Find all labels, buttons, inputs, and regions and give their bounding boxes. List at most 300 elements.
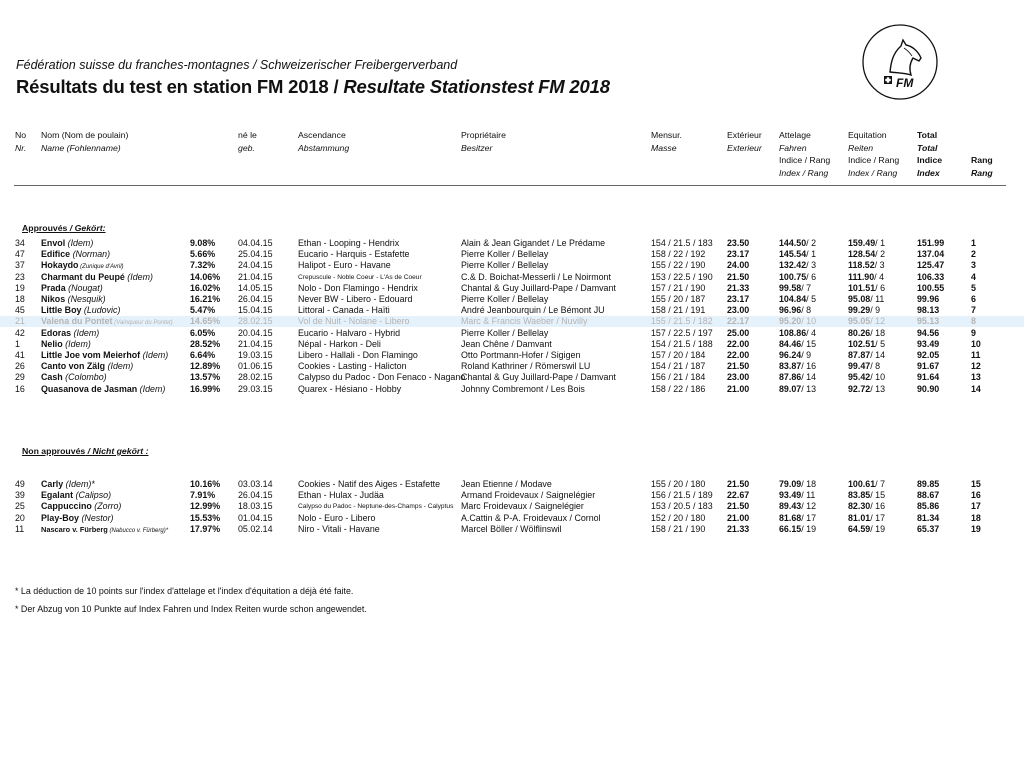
owner: Otto Portmann-Hofer / Sigigen [461,350,581,360]
attelage-rank: / 11 [801,490,816,501]
horse-name [41,294,106,305]
rank: 13 [971,372,981,383]
measurements: 157 / 22.5 / 197 [651,327,713,338]
birth-date: 26.04.15 [238,490,273,501]
foal-name: (Colombo) [62,372,107,383]
attelage-index [779,283,811,294]
total-index: 90.90 [917,383,940,394]
horse-number: 19 [15,282,25,293]
horse-name-text: Egalant [41,490,74,501]
equitation-value: 95.42 [848,372,871,383]
horse-logo-icon [860,22,940,102]
table-row [0,283,1024,294]
attelage-rank: / 10 [801,316,817,327]
foal-name: (Idem) [140,350,169,360]
rank: 2 [971,249,976,260]
table-row [0,238,1024,249]
table-row [0,372,1024,383]
equitation-index [848,361,880,372]
equitation-value: 80.26 [848,327,871,338]
owner: Marcel Böller / Wölflinswil [461,523,562,534]
measurements: 155 / 21.5 / 182 [651,316,713,327]
equitation-index [848,339,885,350]
rank: 15 [971,479,981,489]
total-index: 99.96 [917,294,940,304]
attelage-index [779,513,816,524]
ascendance: Eucario - Halvaro - Hybrid [298,327,401,338]
ascendance: Ethan - Looping - Hendrix [298,238,400,248]
measurements: 156 / 21 / 184 [651,372,706,383]
horse-name [41,249,110,260]
attelage-rank: / 12 [801,501,817,512]
equitation-index [848,305,880,316]
foal-name: (Ludovic) [81,305,121,316]
percentage: 7.91% [190,490,216,501]
attelage-rank: / 1 [806,249,817,260]
horse-number: 34 [15,238,25,248]
ascendance: Crepuscule - Noble Coeur - L'As de Coeur [298,273,422,281]
attelage-rank: / 6 [806,271,817,282]
measurements: 153 / 20.5 / 183 [651,501,713,512]
equitation-value: 81.01 [848,512,871,523]
birth-date: 26.04.15 [238,294,273,304]
exterior-score: 23.17 [727,249,750,260]
rank: 16 [971,490,981,501]
table-row [0,305,1024,316]
attelage-index [779,339,816,350]
horse-name-text: Prada [41,282,66,293]
foal-name: (Idem) [62,338,91,349]
attelage-rank: / 4 [806,327,817,338]
attelage-value: 89.43 [779,501,802,512]
percentage: 5.47% [190,305,216,316]
rank: 3 [971,260,976,271]
attelage-value: 89.07 [779,383,802,394]
table-row [0,339,1024,350]
exterior-score: 23.00 [727,372,750,383]
attelage-value: 108.86 [779,327,807,338]
total-index: 93.49 [917,338,940,349]
horse-name [41,328,99,339]
equitation-rank: / 6 [875,282,886,293]
exterior-score: 22.00 [727,350,750,360]
attelage-rank: / 17 [801,512,817,523]
percentage: 9.08% [190,238,216,248]
equitation-value: 118.52 [848,260,875,271]
percentage: 16.99% [190,383,221,394]
col-header-ascendance: Ascendance Abstammung [298,130,350,153]
attelage-rank: / 9 [801,350,812,360]
title-de: Resultate Stationstest FM 2018 [343,76,610,97]
birth-date: 21.04.15 [238,338,273,349]
owner: Marc Froidevaux / Saignelégier [461,501,584,512]
measurements: 157 / 21 / 190 [651,282,706,293]
measurements: 158 / 22 / 186 [651,383,706,394]
col-header-rang: Rang Rang [971,155,993,178]
measurements: 157 / 20 / 184 [651,350,706,360]
exterior-score: 21.00 [727,383,750,394]
attelage-rank: / 2 [806,238,817,248]
foal-name: (Idem) [124,271,153,282]
birth-date: 03.03.14 [238,479,273,489]
horse-number: 26 [15,361,25,372]
measurements: 158 / 22 / 192 [651,249,706,260]
ascendance: Quarex - Hésiano - Hobby [298,383,402,394]
birth-date: 18.03.15 [238,501,273,512]
ascendance: Calypso du Padoc - Don Fenaco - Nagano [298,372,466,383]
equitation-value: 111.90 [848,271,875,282]
attelage-value: 66.15 [779,523,802,534]
equitation-value: 82.30 [848,501,871,512]
total-index: 91.67 [917,361,940,372]
birth-date: 28.02.15 [238,372,273,383]
table-row [0,260,1024,271]
equitation-value: 128.54 [848,249,876,260]
owner: Marc & Francis Waeber / Nuvilly [461,316,588,327]
table-row [0,524,1024,535]
attelage-rank: / 8 [801,305,812,316]
horse-number: 42 [15,327,25,338]
foal-name: (Idem) [105,361,134,372]
horse-number: 18 [15,294,25,304]
table-row [0,294,1024,305]
rank: 4 [971,271,976,282]
equitation-index [848,479,885,490]
foal-name: (Nabucco v. Fürberg)* [107,527,169,534]
equitation-value: 100.61 [848,479,876,489]
total-index: 89.85 [917,479,940,489]
table-row [0,361,1024,372]
foal-name: (Idem) [65,238,94,248]
measurements: 154 / 21.5 / 183 [651,238,713,248]
ascendance: Cookies - Natif des Aiges - Estafette [298,479,441,489]
col-header-attelage: Attelage Fahren Indice / Rang Index / Rang [779,130,831,178]
birth-date: 19.03.15 [238,350,273,360]
horse-name-text: Hokaydo [41,260,79,271]
footnote-de: * Der Abzug von 10 Punkte auf Index Fahren und Index Reiten wurde schon angewendet. [15,604,367,614]
foal-name: (Idem) [71,327,100,338]
attelage-rank: / 15 [801,338,817,349]
measurements: 154 / 21.5 / 188 [651,338,713,349]
horse-name-text: Valena du Pontet [41,316,113,327]
col-header-exterieur: Extérieur Exterieur [727,130,762,153]
horse-number: 21 [15,316,25,327]
horse-name [41,339,91,350]
exterior-score: 24.00 [727,260,750,271]
table-row [0,249,1024,260]
attelage-index [779,350,811,361]
rank: 11 [971,350,981,360]
equitation-index [848,294,884,305]
equitation-index [848,524,885,535]
title-fr: Résultats du test en station FM 2018 / [16,76,344,97]
owner: Chantal & Guy Juillard-Pape / Damvant [461,372,616,383]
col-header-born: né le geb. [238,130,257,153]
attelage-index [779,294,816,305]
horse-name-text: Envol [41,238,66,248]
percentage: 16.21% [190,294,221,304]
measurements: 155 / 22 / 190 [651,260,706,271]
owner: Johnny Combremont / Les Bois [461,383,585,394]
birth-date: 21.04.15 [238,271,273,282]
horse-name-text: Carly [41,479,64,489]
equitation-value: 87.87 [848,350,871,360]
equitation-index [848,249,885,260]
percentage: 16.02% [190,282,221,293]
equitation-rank: / 18 [870,327,886,338]
exterior-score: 23.50 [727,238,750,248]
birth-date: 15.04.15 [238,305,273,316]
equitation-rank: / 2 [875,249,886,260]
attelage-rank: / 7 [801,282,812,293]
attelage-value: 96.24 [779,350,802,360]
total-index: 106.33 [917,271,945,282]
attelage-value: 104.84 [779,294,807,304]
col-header-mensur: Mensur. Masse [651,130,682,153]
birth-date: 14.05.15 [238,282,273,293]
attelage-rank: / 14 [801,372,817,383]
birth-date: 29.03.15 [238,383,273,394]
attelage-index [779,305,811,316]
col-header-owner: Propriétaire Besitzer [461,130,506,153]
equitation-rank: / 4 [874,271,885,282]
attelage-rank: / 3 [806,260,817,271]
rank: 1 [971,238,976,248]
exterior-score: 23.00 [727,305,750,316]
equitation-index [848,283,885,294]
equitation-index [848,260,885,271]
attelage-value: 79.09 [779,479,802,489]
exterior-score: 21.50 [727,479,750,489]
measurements: 158 / 21 / 191 [651,305,706,316]
ascendance: Littoral - Canada - Haïti [298,305,390,316]
foal-name: (Calipso) [73,490,112,501]
exterior-score: 21.33 [727,523,750,534]
exterior-score: 22.17 [727,316,750,327]
equitation-index [848,350,885,361]
percentage: 12.89% [190,361,221,372]
attelage-index [779,372,816,383]
birth-date: 05.02.14 [238,523,273,534]
equitation-value: 83.85 [848,490,871,501]
col-header-no: No Nr. [15,130,27,153]
horse-name [41,305,120,316]
attelage-index [779,361,816,372]
equitation-value: 102.51 [848,338,876,349]
exterior-score: 21.50 [727,501,750,512]
equitation-value: 159.49 [848,238,876,248]
owner: Pierre Koller / Bellelay [461,260,549,271]
owner: André Jeanbourquin / Le Bémont JU [461,305,605,316]
percentage: 28.52% [190,338,221,349]
rank: 9 [971,327,976,338]
horse-name [41,490,111,501]
total-index: 88.67 [917,490,940,501]
attelage-index [779,249,816,260]
foal-name: (Zunique d'Avril) [78,264,124,271]
ascendance: Libero - Hallali - Don Flamingo [298,350,418,360]
attelage-value: 84.46 [779,338,802,349]
horse-name [41,372,107,383]
foal-name: (Nougat) [65,282,103,293]
attelage-rank: / 16 [801,361,817,372]
exterior-score: 21.00 [727,512,750,523]
percentage: 5.66% [190,249,216,260]
attelage-index [779,316,816,327]
equitation-rank: / 10 [870,372,886,383]
footnote-fr: * La déduction de 10 points sur l'index d'attelage et l'index d'équitation a déjà été faite. [15,586,354,596]
percentage: 17.97% [190,523,221,534]
birth-date: 24.04.15 [238,260,273,271]
equitation-index [848,384,885,395]
attelage-index [779,238,816,249]
attelage-rank: / 13 [801,383,817,394]
horse-number: 41 [15,350,25,360]
header-divider [14,185,1006,186]
horse-name [41,283,103,294]
horse-name [41,384,165,395]
exterior-score: 21.33 [727,282,750,293]
horse-name-text: Edoras [41,327,72,338]
horse-name [41,272,153,283]
federation-name: Fédération suisse du franches-montagnes / Schweizerischer Freibergerverband [16,58,458,72]
horse-number: 1 [15,338,20,349]
horse-number: 39 [15,490,25,501]
measurements: 158 / 21 / 190 [651,523,706,534]
section-approved-title: Approuvés / Gekört: [22,223,106,233]
ascendance: Cookies - Lasting - Halicton [298,361,407,372]
horse-name [41,238,93,249]
logo-text: FM [896,76,914,90]
ascendance: Calypso du Padoc - Neptune-des-Champs - Calyptus [298,503,454,511]
equitation-rank: / 9 [870,305,881,316]
foal-name: (Zorro) [91,501,122,512]
owner: Armand Froidevaux / Saignelégier [461,490,596,501]
equitation-rank: / 11 [870,294,885,304]
rank: 7 [971,305,976,316]
birth-date: 01.06.15 [238,361,273,372]
table-row [0,272,1024,283]
owner: Pierre Koller / Bellelay [461,249,549,260]
horse-name-text: Edifice [41,249,71,260]
birth-date: 25.04.15 [238,249,273,260]
equitation-rank: / 1 [875,238,886,248]
horse-number: 23 [15,271,25,282]
attelage-index [779,272,816,283]
horse-name [41,361,133,372]
exterior-score: 25.00 [727,327,750,338]
horse-number: 47 [15,249,25,260]
equitation-value: 99.29 [848,305,871,316]
foal-name: (Idem) [137,383,166,394]
percentage: 14.65% [190,316,221,327]
ascendance: Nolo - Don Flamingo - Hendrix [298,282,418,293]
total-index: 81.34 [917,512,940,523]
ascendance: Eucario - Harquis - Estafette [298,249,410,260]
percentage: 6.64% [190,350,216,360]
col-header-equitation: Equitation Reiten Indice / Rang Index / Rang [848,130,900,178]
exterior-score: 23.17 [727,294,750,304]
total-index: 85.86 [917,501,940,512]
rank: 17 [971,501,981,512]
exterior-score: 21.50 [727,361,750,372]
total-index: 151.99 [917,238,945,248]
horse-name-text: Charmant du Peupé [41,271,125,282]
attelage-value: 96.96 [779,305,802,316]
horse-name-text: Little Joe vom Meierhof [41,350,141,360]
horse-number: 20 [15,512,25,523]
horse-number: 29 [15,372,25,383]
measurements: 155 / 20 / 187 [651,294,706,304]
equitation-index [848,328,885,339]
percentage: 14.06% [190,271,221,282]
percentage: 10.16% [190,479,221,489]
horse-name [41,479,95,490]
horse-name-text: Canto von Zälg [41,361,106,372]
owner: Alain & Jean Gigandet / Le Prédame [461,238,606,248]
col-header-total: Total Total Indice Index [917,130,943,178]
attelage-value: 95.20 [779,316,802,327]
measurements: 152 / 20 / 180 [651,512,706,523]
attelage-index [779,490,815,501]
equitation-index [848,501,885,512]
table-row [0,316,1024,327]
equitation-value: 64.59 [848,523,871,534]
measurements: 156 / 21.5 / 189 [651,490,713,501]
ascendance: Never BW - Libero - Edouard [298,294,413,304]
horse-name [41,524,168,537]
attelage-value: 99.58 [779,282,802,293]
horse-name-text: Quasanova de Jasman [41,383,138,394]
rank: 12 [971,361,981,372]
foal-name: (Nesquik) [65,294,106,304]
horse-name-text: Cash [41,372,63,383]
equitation-rank: / 7 [875,479,886,489]
owner: Chantal & Guy Juillard-Pape / Damvant [461,282,616,293]
table-row [0,513,1024,524]
birth-date: 20.04.15 [238,327,273,338]
percentage: 6.05% [190,327,216,338]
table-row [0,501,1024,512]
birth-date: 01.04.15 [238,512,273,523]
section-rejected-title: Non approuvés / Nicht gekört : [22,446,149,456]
equitation-value: 95.08 [848,294,871,304]
total-index: 91.64 [917,372,940,383]
table-row [0,384,1024,395]
attelage-value: 81.68 [779,512,802,523]
attelage-index [779,524,816,535]
horse-number: 45 [15,305,25,316]
birth-date: 28.02.15 [238,316,273,327]
exterior-score: 22.67 [727,490,750,501]
percentage: 7.32% [190,260,216,271]
total-index: 94.56 [917,327,940,338]
table-row [0,490,1024,501]
equitation-index [848,490,885,501]
ascendance: Nolo - Euro - Libero [298,512,376,523]
horse-name [41,513,114,524]
equitation-rank: / 19 [870,523,886,534]
owner: Roland Kathriner / Römerswil LU [461,361,591,372]
owner: A.Cattin & P-A. Froidevaux / Cornol [461,512,601,523]
equitation-value: 95.05 [848,316,871,327]
measurements: 153 / 22.5 / 190 [651,271,713,282]
attelage-value: 87.86 [779,372,802,383]
total-index: 92.05 [917,350,940,360]
equitation-rank: / 15 [870,490,886,501]
table-row [0,350,1024,361]
rank: 14 [971,383,981,394]
